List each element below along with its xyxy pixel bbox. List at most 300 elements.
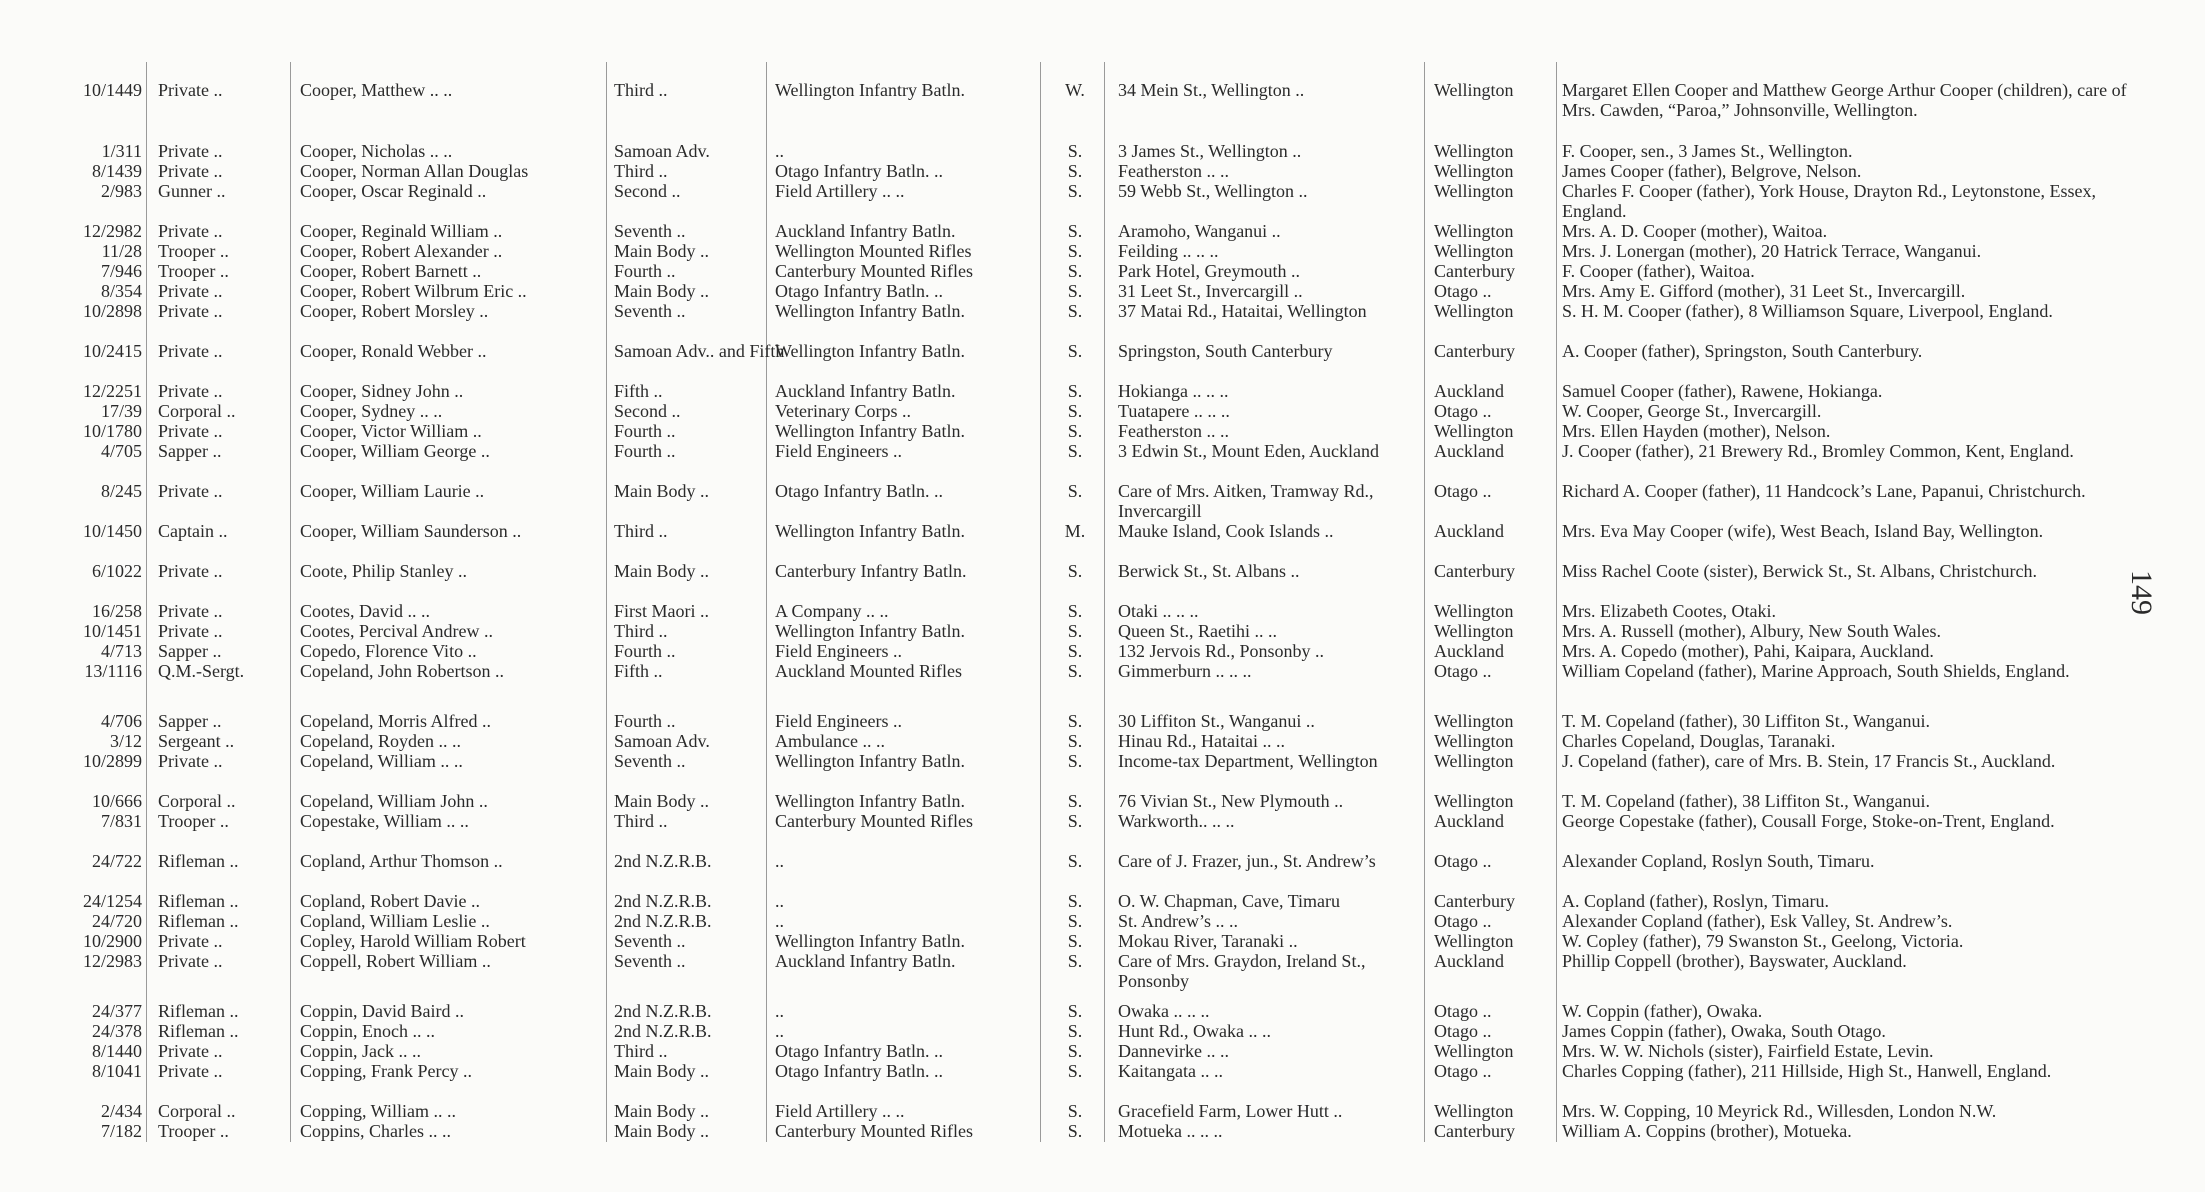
last-address: Care of J. Frazer, jun., St. Andrew’s	[1118, 851, 1376, 871]
next-of-kin: J. Cooper (father), 21 Brewery Rd., Bromley Common, Kent, England.	[1562, 441, 2074, 461]
soldier-name: Cooper, William Laurie ..	[300, 481, 485, 501]
district: Wellington	[1434, 621, 1514, 641]
rank: Rifleman ..	[158, 891, 239, 911]
marital-status: S.	[1067, 641, 1083, 661]
district: Otago ..	[1434, 1061, 1492, 1081]
marital-status: S.	[1067, 1101, 1083, 1121]
unit: Wellington Mounted Rifles	[775, 241, 972, 261]
service-number: 13/1116	[84, 661, 142, 681]
draft: Fifth ..	[614, 381, 663, 401]
last-address: Tuatapere .. .. ..	[1118, 401, 1230, 421]
rank: Q.M.-Sergt.	[158, 661, 245, 681]
last-address: Gimmerburn .. .. ..	[1118, 661, 1252, 681]
unit: Otago Infantry Batln. ..	[775, 1041, 943, 1061]
draft: Fourth ..	[614, 441, 676, 461]
unit: ..	[775, 891, 784, 911]
last-address: Gracefield Farm, Lower Hutt ..	[1118, 1101, 1343, 1121]
rank: Sapper ..	[158, 711, 222, 731]
last-address: Care of Mrs. Aitken, Tramway Rd., Invercargill	[1118, 481, 1374, 521]
next-of-kin: Charles F. Cooper (father), York House, Drayton Rd., Leytonstone, Essex, England.	[1562, 181, 2096, 221]
draft: Third ..	[614, 80, 668, 100]
last-address: 30 Liffiton St., Wanganui ..	[1118, 711, 1315, 731]
rank: Private ..	[158, 341, 223, 361]
rank: Private ..	[158, 621, 223, 641]
rank: Corporal ..	[158, 791, 236, 811]
last-address: 3 Edwin St., Mount Eden, Auckland	[1118, 441, 1379, 461]
unit: Wellington Infantry Batln.	[775, 80, 966, 100]
unit: Field Engineers ..	[775, 711, 902, 731]
rank: Sergeant ..	[158, 731, 235, 751]
marital-status: S.	[1067, 261, 1083, 281]
draft: Third ..	[614, 811, 668, 831]
soldier-name: Cootes, Percival Andrew ..	[300, 621, 493, 641]
last-address: 31 Leet St., Invercargill ..	[1118, 281, 1303, 301]
rank: Private ..	[158, 161, 223, 181]
marital-status: S.	[1067, 601, 1083, 621]
district: Wellington	[1434, 161, 1514, 181]
service-number: 17/39	[100, 401, 142, 421]
last-address: Feilding .. .. ..	[1118, 241, 1219, 261]
district: Wellington	[1434, 421, 1514, 441]
last-address: Park Hotel, Greymouth ..	[1118, 261, 1300, 281]
next-of-kin: W. Coppin (father), Owaka.	[1562, 1001, 1763, 1021]
rank: Private ..	[158, 1061, 223, 1081]
district: Canterbury	[1434, 341, 1515, 361]
next-of-kin: F. Cooper, sen., 3 James St., Wellington.	[1562, 141, 1853, 161]
soldier-name: Copeland, Morris Alfred ..	[300, 711, 491, 731]
next-of-kin: Mrs. A. D. Cooper (mother), Waitoa.	[1562, 221, 1828, 241]
draft: Fourth ..	[614, 641, 676, 661]
service-number: 7/831	[100, 811, 142, 831]
next-of-kin: Richard A. Cooper (father), 11 Handcock’s Lane, Papanui, Christchurch.	[1562, 481, 2086, 501]
last-address: Motueka .. .. ..	[1118, 1121, 1223, 1141]
draft: First Maori ..	[614, 601, 710, 621]
district: Otago ..	[1434, 661, 1492, 681]
district: Canterbury	[1434, 561, 1515, 581]
soldier-name: Cooper, Norman Allan Douglas	[300, 161, 529, 181]
rank: Private ..	[158, 931, 223, 951]
service-number: 4/713	[100, 641, 142, 661]
soldier-name: Cooper, Oscar Reginald ..	[300, 181, 487, 201]
draft: Third ..	[614, 521, 668, 541]
soldier-name: Coppin, Jack .. ..	[300, 1041, 421, 1061]
service-number: 4/706	[100, 711, 142, 731]
service-number: 7/946	[100, 261, 142, 281]
draft: Third ..	[614, 621, 668, 641]
rank: Private ..	[158, 301, 223, 321]
last-address: Hokianga .. .. ..	[1118, 381, 1229, 401]
marital-status: S.	[1067, 751, 1083, 771]
district: Otago ..	[1434, 1021, 1492, 1041]
soldier-name: Coppin, Enoch .. ..	[300, 1021, 435, 1041]
next-of-kin: James Coppin (father), Owaka, South Otago.	[1562, 1021, 1886, 1041]
soldier-name: Cooper, Victor William ..	[300, 421, 482, 441]
service-number: 8/245	[100, 481, 142, 501]
column-rule	[1104, 62, 1105, 1142]
next-of-kin: Mrs. A. Russell (mother), Albury, New South Wales.	[1562, 621, 1942, 641]
draft: Samoan Adv.	[614, 731, 710, 751]
service-number: 10/2415	[82, 341, 142, 361]
service-number: 10/2900	[82, 931, 142, 951]
marital-status: S.	[1067, 951, 1083, 971]
service-number: 16/258	[91, 601, 142, 621]
marital-status: S.	[1067, 421, 1083, 441]
marital-status: S.	[1067, 1121, 1083, 1141]
next-of-kin: W. Cooper, George St., Invercargill.	[1562, 401, 1822, 421]
draft: Fifth ..	[614, 661, 663, 681]
soldier-name: Cooper, Matthew .. ..	[300, 80, 453, 100]
soldier-name: Copeland, John Robertson ..	[300, 661, 504, 681]
unit: Auckland Infantry Batln.	[775, 951, 956, 971]
unit: Field Engineers ..	[775, 641, 902, 661]
marital-status: S.	[1067, 181, 1083, 201]
marital-status: S.	[1067, 911, 1083, 931]
service-number: 24/377	[91, 1001, 142, 1021]
service-number: 12/2982	[82, 221, 142, 241]
soldier-name: Cooper, William Saunderson ..	[300, 521, 522, 541]
soldier-name: Copping, Frank Percy ..	[300, 1061, 472, 1081]
service-number: 12/2983	[82, 951, 142, 971]
soldier-name: Cooper, Robert Morsley ..	[300, 301, 489, 321]
draft: Fourth ..	[614, 261, 676, 281]
draft: 2nd N.Z.R.B.	[614, 1021, 712, 1041]
unit: Wellington Infantry Batln.	[775, 301, 966, 321]
rank: Rifleman ..	[158, 911, 239, 931]
next-of-kin: Charles Copeland, Douglas, Taranaki.	[1562, 731, 1836, 751]
marital-status: M.	[1064, 521, 1086, 541]
unit: Field Artillery .. ..	[775, 1101, 905, 1121]
service-number: 24/722	[91, 851, 142, 871]
draft: Main Body ..	[614, 281, 710, 301]
marital-status: S.	[1067, 141, 1083, 161]
soldier-name: Copeland, William John ..	[300, 791, 488, 811]
unit: ..	[775, 1001, 784, 1021]
district: Auckland	[1434, 641, 1504, 661]
unit: A Company .. ..	[775, 601, 889, 621]
soldier-name: Copeland, Royden .. ..	[300, 731, 461, 751]
district: Wellington	[1434, 221, 1514, 241]
column-rule	[146, 62, 147, 1142]
column-rule	[766, 62, 767, 1142]
service-number: 4/705	[100, 441, 142, 461]
next-of-kin: Mrs. Ellen Hayden (mother), Nelson.	[1562, 421, 1831, 441]
next-of-kin: Samuel Cooper (father), Rawene, Hokianga.	[1562, 381, 1883, 401]
unit: Wellington Infantry Batln.	[775, 621, 966, 641]
district: Wellington	[1434, 1101, 1514, 1121]
draft: 2nd N.Z.R.B.	[614, 851, 712, 871]
unit: Veterinary Corps ..	[775, 401, 911, 421]
draft: 2nd N.Z.R.B.	[614, 1001, 712, 1021]
marital-status: S.	[1067, 1061, 1083, 1081]
last-address: Warkworth.. .. ..	[1118, 811, 1235, 831]
soldier-name: Copland, William Leslie ..	[300, 911, 490, 931]
draft: Second ..	[614, 401, 681, 421]
rank: Private ..	[158, 951, 223, 971]
district: Canterbury	[1434, 1121, 1515, 1141]
unit: Field Engineers ..	[775, 441, 902, 461]
last-address: Springston, South Canterbury	[1118, 341, 1333, 361]
district: Wellington	[1434, 1041, 1514, 1061]
district: Wellington	[1434, 181, 1514, 201]
unit: Wellington Infantry Batln.	[775, 931, 966, 951]
marital-status: S.	[1067, 1041, 1083, 1061]
draft: Seventh ..	[614, 751, 686, 771]
draft: Seventh ..	[614, 931, 686, 951]
last-address: O. W. Chapman, Cave, Timaru	[1118, 891, 1341, 911]
last-address: Care of Mrs. Graydon, Ireland St., Ponsonby	[1118, 951, 1366, 991]
district: Canterbury	[1434, 891, 1515, 911]
rank: Private ..	[158, 751, 223, 771]
soldier-name: Coppin, David Baird ..	[300, 1001, 464, 1021]
draft: Samoan Adv.. and Fifth	[614, 341, 785, 361]
rank: Private ..	[158, 80, 223, 100]
next-of-kin: Alexander Copland (father), Esk Valley, St. Andrew’s.	[1562, 911, 1953, 931]
unit: Auckland Mounted Rifles	[775, 661, 962, 681]
district: Otago ..	[1434, 401, 1492, 421]
last-address: St. Andrew’s .. ..	[1118, 911, 1239, 931]
next-of-kin: Mrs. W. Copping, 10 Meyrick Rd., Willesden, London N.W.	[1562, 1101, 1997, 1121]
draft: Samoan Adv.	[614, 141, 710, 161]
next-of-kin: James Cooper (father), Belgrove, Nelson.	[1562, 161, 1862, 181]
soldier-name: Copland, Robert Davie ..	[300, 891, 480, 911]
service-number: 11/28	[101, 241, 142, 261]
rank: Sapper ..	[158, 441, 222, 461]
draft: Main Body ..	[614, 1121, 710, 1141]
soldier-name: Cooper, Reginald William ..	[300, 221, 503, 241]
draft: Fourth ..	[614, 711, 676, 731]
unit: Canterbury Infantry Batln.	[775, 561, 967, 581]
district: Wellington	[1434, 931, 1514, 951]
district: Otago ..	[1434, 481, 1492, 501]
marital-status: S.	[1067, 811, 1083, 831]
last-address: Hinau Rd., Hataitai .. ..	[1118, 731, 1285, 751]
rank: Trooper ..	[158, 241, 229, 261]
unit: Auckland Infantry Batln.	[775, 221, 956, 241]
draft: 2nd N.Z.R.B.	[614, 911, 712, 931]
next-of-kin: W. Copley (father), 79 Swanston St., Geelong, Victoria.	[1562, 931, 1964, 951]
service-number: 8/354	[100, 281, 142, 301]
last-address: 3 James St., Wellington ..	[1118, 141, 1302, 161]
last-address: Mokau River, Taranaki ..	[1118, 931, 1298, 951]
next-of-kin: A. Copland (father), Roslyn, Timaru.	[1562, 891, 1829, 911]
unit: Wellington Infantry Batln.	[775, 751, 966, 771]
rank: Gunner ..	[158, 181, 226, 201]
next-of-kin: Mrs. A. Copedo (mother), Pahi, Kaipara, Auckland.	[1562, 641, 1934, 661]
soldier-name: Copedo, Florence Vito ..	[300, 641, 477, 661]
next-of-kin: Miss Rachel Coote (sister), Berwick St., St. Albans, Christchurch.	[1562, 561, 2037, 581]
marital-status: S.	[1067, 891, 1083, 911]
service-number: 24/720	[91, 911, 142, 931]
service-number: 10/1451	[82, 621, 142, 641]
rank: Private ..	[158, 561, 223, 581]
soldier-name: Cootes, David .. ..	[300, 601, 430, 621]
last-address: 34 Mein St., Wellington ..	[1118, 80, 1305, 100]
draft: Fourth ..	[614, 421, 676, 441]
last-address: Dannevirke .. ..	[1118, 1041, 1229, 1061]
soldier-name: Copland, Arthur Thomson ..	[300, 851, 503, 871]
district: Auckland	[1434, 951, 1504, 971]
soldier-name: Coppins, Charles .. ..	[300, 1121, 451, 1141]
service-number: 10/1450	[82, 521, 142, 541]
marital-status: S.	[1067, 621, 1083, 641]
column-rule	[290, 62, 291, 1142]
unit: Wellington Infantry Batln.	[775, 521, 966, 541]
marital-status: S.	[1067, 441, 1083, 461]
service-number: 24/1254	[82, 891, 142, 911]
soldier-name: Coote, Philip Stanley ..	[300, 561, 468, 581]
district: Wellington	[1434, 141, 1514, 161]
marital-status: S.	[1067, 661, 1083, 681]
service-number: 6/1022	[91, 561, 142, 581]
unit: Otago Infantry Batln. ..	[775, 161, 943, 181]
rank: Sapper ..	[158, 641, 222, 661]
marital-status: S.	[1067, 711, 1083, 731]
unit: Wellington Infantry Batln.	[775, 791, 966, 811]
next-of-kin: F. Cooper (father), Waitoa.	[1562, 261, 1755, 281]
draft: Main Body ..	[614, 1061, 710, 1081]
service-number: 12/2251	[82, 381, 142, 401]
next-of-kin: Mrs. Eva May Cooper (wife), West Beach, Island Bay, Wellington.	[1562, 521, 2044, 541]
service-number: 8/1439	[91, 161, 142, 181]
service-number: 24/378	[91, 1021, 142, 1041]
district: Wellington	[1434, 711, 1514, 731]
unit: Otago Infantry Batln. ..	[775, 1061, 943, 1081]
draft: Second ..	[614, 181, 681, 201]
marital-status: S.	[1067, 481, 1083, 501]
district: Auckland	[1434, 441, 1504, 461]
rank: Rifleman ..	[158, 851, 239, 871]
unit: ..	[775, 141, 784, 161]
next-of-kin: Mrs. W. W. Nichols (sister), Fairfield Estate, Levin.	[1562, 1041, 1934, 1061]
marital-status: S.	[1067, 281, 1083, 301]
soldier-name: Cooper, Nicholas .. ..	[300, 141, 453, 161]
service-number: 10/2899	[82, 751, 142, 771]
marital-status: S.	[1067, 241, 1083, 261]
service-number: 8/1041	[91, 1061, 142, 1081]
rank: Private ..	[158, 141, 223, 161]
rank: Rifleman ..	[158, 1021, 239, 1041]
rank: Private ..	[158, 381, 223, 401]
last-address: Hunt Rd., Owaka .. ..	[1118, 1021, 1271, 1041]
district: Wellington	[1434, 80, 1514, 100]
last-address: Owaka .. .. ..	[1118, 1001, 1210, 1021]
soldier-name: Cooper, Robert Alexander ..	[300, 241, 503, 261]
unit: ..	[775, 911, 784, 931]
rank: Captain ..	[158, 521, 228, 541]
soldier-name: Copestake, William .. ..	[300, 811, 469, 831]
rank: Trooper ..	[158, 811, 229, 831]
service-number: 7/182	[100, 1121, 142, 1141]
service-number: 1/311	[101, 141, 142, 161]
unit: Canterbury Mounted Rifles	[775, 261, 973, 281]
next-of-kin: T. M. Copeland (father), 38 Liffiton St., Wanganui.	[1562, 791, 1930, 811]
unit: Otago Infantry Batln. ..	[775, 481, 943, 501]
draft: Third ..	[614, 161, 668, 181]
service-number: 10/1780	[82, 421, 142, 441]
service-number: 2/983	[100, 181, 142, 201]
district: Auckland	[1434, 381, 1504, 401]
next-of-kin: George Copestake (father), Cousall Forge, Stoke-on-Trent, England.	[1562, 811, 2055, 831]
draft: Main Body ..	[614, 241, 710, 261]
soldier-name: Cooper, Ronald Webber ..	[300, 341, 487, 361]
draft: Main Body ..	[614, 1101, 710, 1121]
district: Wellington	[1434, 301, 1514, 321]
district: Otago ..	[1434, 281, 1492, 301]
rank: Trooper ..	[158, 1121, 229, 1141]
next-of-kin: J. Copeland (father), care of Mrs. B. Stein, 17 Francis St., Auckland.	[1562, 751, 2056, 771]
district: Wellington	[1434, 791, 1514, 811]
draft: Main Body ..	[614, 791, 710, 811]
service-number: 10/666	[91, 791, 142, 811]
column-rule	[1040, 62, 1041, 1142]
district: Canterbury	[1434, 261, 1515, 281]
last-address: 59 Webb St., Wellington ..	[1118, 181, 1308, 201]
next-of-kin: S. H. M. Cooper (father), 8 Williamson Square, Liverpool, England.	[1562, 301, 2053, 321]
last-address: Income-tax Department, Wellington	[1118, 751, 1378, 771]
district: Otago ..	[1434, 911, 1492, 931]
marital-status: S.	[1067, 1001, 1083, 1021]
marital-status: S.	[1067, 161, 1083, 181]
next-of-kin: Mrs. J. Lonergan (mother), 20 Hatrick Terrace, Wanganui.	[1562, 241, 1982, 261]
rank: Private ..	[158, 1041, 223, 1061]
draft: Third ..	[614, 1041, 668, 1061]
soldier-name: Cooper, Robert Wilbrum Eric ..	[300, 281, 527, 301]
last-address: 76 Vivian St., New Plymouth ..	[1118, 791, 1344, 811]
next-of-kin: Phillip Coppell (brother), Bayswater, Auckland.	[1562, 951, 1907, 971]
rank: Trooper ..	[158, 261, 229, 281]
marital-status: S.	[1067, 561, 1083, 581]
marital-status: S.	[1067, 341, 1083, 361]
district: Wellington	[1434, 751, 1514, 771]
marital-status: S.	[1067, 401, 1083, 421]
unit: Otago Infantry Batln. ..	[775, 281, 943, 301]
rank: Private ..	[158, 221, 223, 241]
marital-status: S.	[1067, 1021, 1083, 1041]
next-of-kin: Mrs. Elizabeth Cootes, Otaki.	[1562, 601, 1776, 621]
draft: Seventh ..	[614, 951, 686, 971]
marital-status: S.	[1067, 791, 1083, 811]
service-number: 10/1449	[82, 80, 142, 100]
district: Wellington	[1434, 241, 1514, 261]
unit: Field Artillery .. ..	[775, 181, 905, 201]
rank: Corporal ..	[158, 401, 236, 421]
next-of-kin: T. M. Copeland (father), 30 Liffiton St., Wanganui.	[1562, 711, 1930, 731]
marital-status: S.	[1067, 381, 1083, 401]
next-of-kin: A. Cooper (father), Springston, South Canterbury.	[1562, 341, 1923, 361]
unit: Canterbury Mounted Rifles	[775, 811, 973, 831]
next-of-kin: Charles Copping (father), 211 Hillside, High St., Hanwell, England.	[1562, 1061, 2052, 1081]
district: Wellington	[1434, 601, 1514, 621]
soldier-name: Cooper, William George ..	[300, 441, 490, 461]
last-address: Featherston .. ..	[1118, 421, 1229, 441]
column-rule	[1424, 62, 1425, 1142]
draft: Seventh ..	[614, 301, 686, 321]
last-address: Otaki .. .. ..	[1118, 601, 1199, 621]
soldier-name: Copley, Harold William Robert	[300, 931, 526, 951]
last-address: Berwick St., St. Albans ..	[1118, 561, 1300, 581]
draft: 2nd N.Z.R.B.	[614, 891, 712, 911]
service-number: 2/434	[100, 1101, 142, 1121]
last-address: Aramoho, Wanganui ..	[1118, 221, 1281, 241]
last-address: Queen St., Raetihi .. ..	[1118, 621, 1277, 641]
soldier-name: Cooper, Sidney John ..	[300, 381, 464, 401]
last-address: 37 Matai Rd., Hataitai, Wellington	[1118, 301, 1367, 321]
unit: Ambulance .. ..	[775, 731, 885, 751]
soldier-name: Coppell, Robert William ..	[300, 951, 491, 971]
last-address: 132 Jervois Rd., Ponsonby ..	[1118, 641, 1325, 661]
rank: Rifleman ..	[158, 1001, 239, 1021]
soldier-name: Cooper, Robert Barnett ..	[300, 261, 482, 281]
